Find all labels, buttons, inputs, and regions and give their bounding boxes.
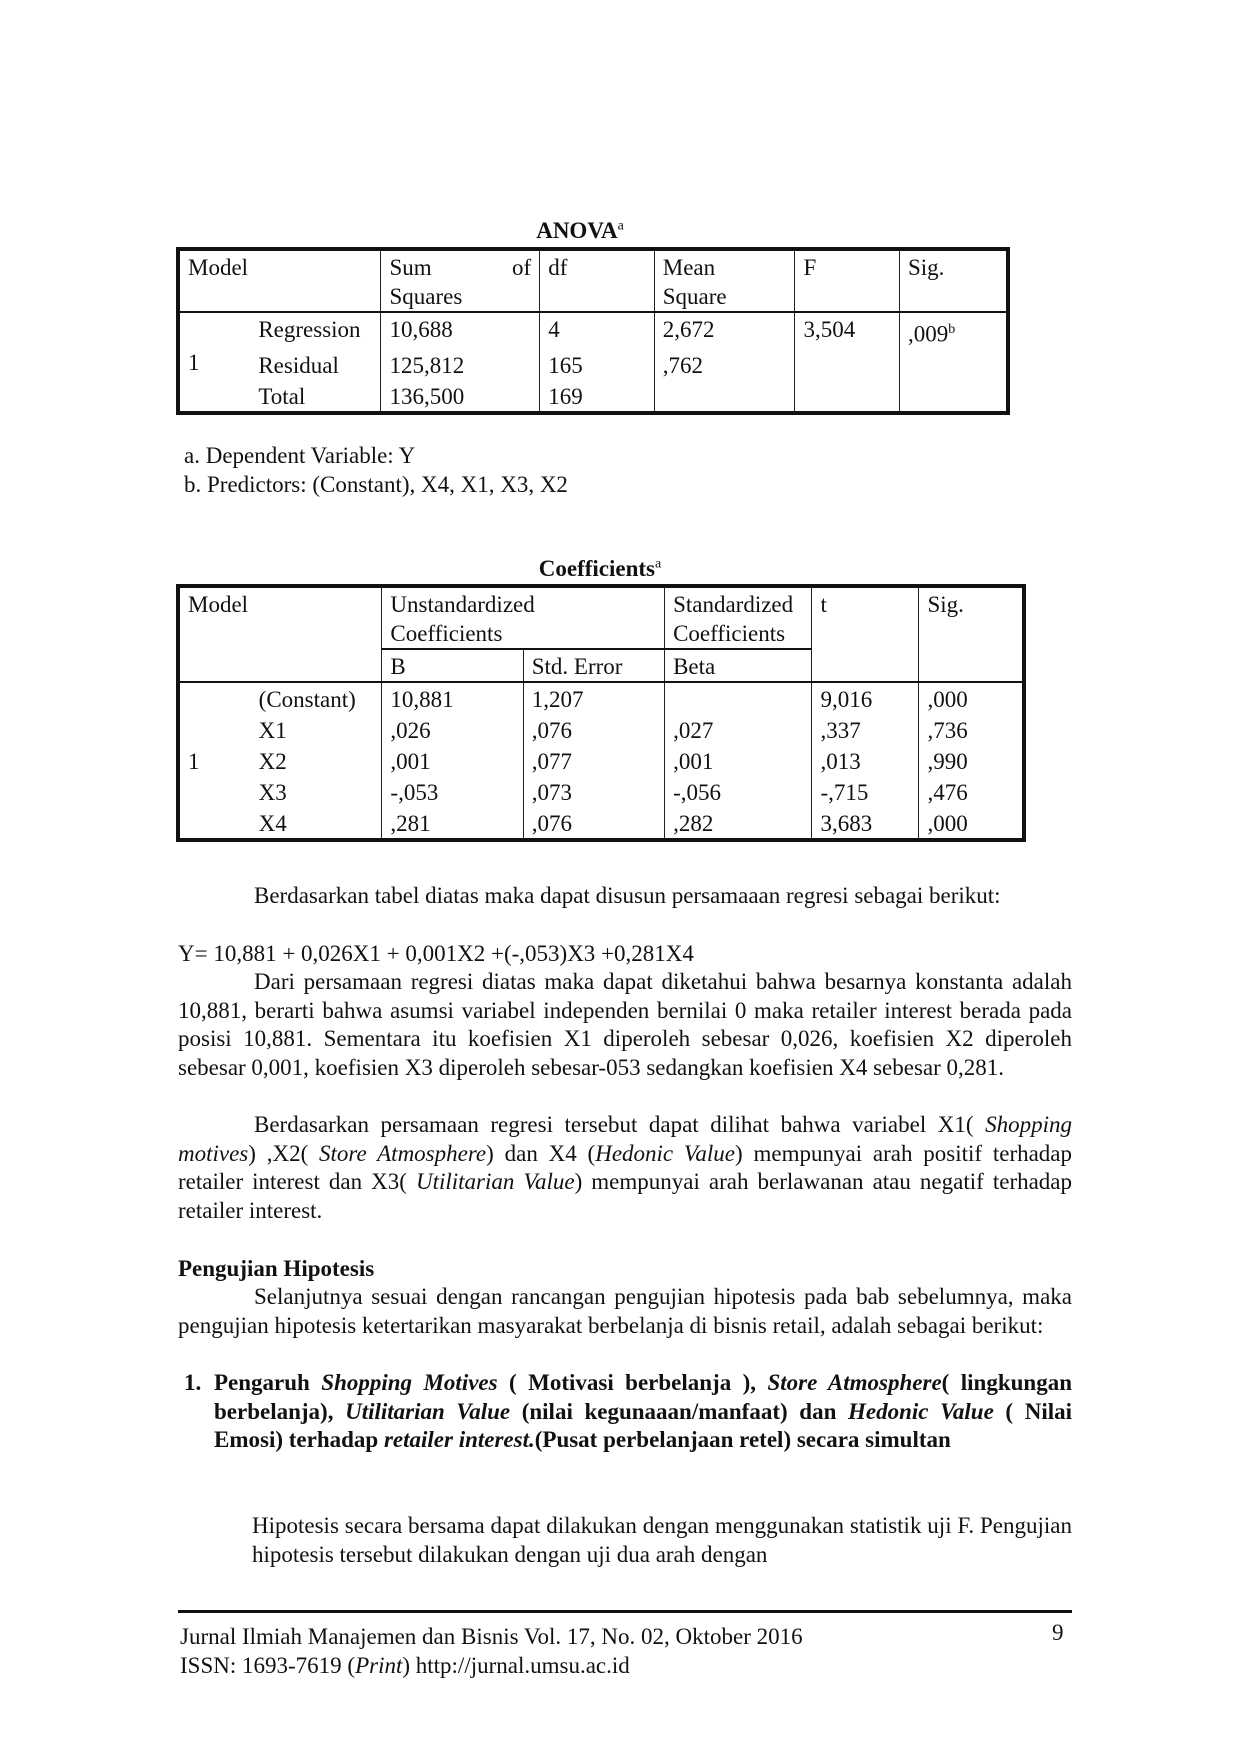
- anova-df: 165: [540, 349, 655, 380]
- anova-f: 3,504: [795, 312, 900, 349]
- coef-row-label: X2: [251, 745, 382, 776]
- coef-header-std-error: Std. Error: [523, 649, 664, 682]
- table-row: [178, 349, 1008, 380]
- anova-header-f: F: [795, 249, 900, 312]
- table-row: [178, 714, 1024, 745]
- coef-beta: ,282: [665, 807, 812, 840]
- coef-header-model: Model: [178, 586, 382, 682]
- footer-issn: ISSN: 1693-7619 (Print) http://jurnal.umsu.ac.id: [180, 1653, 630, 1678]
- coef-sig: ,000: [919, 682, 1024, 714]
- anova-note-a: a. Dependent Variable: Y: [184, 443, 416, 468]
- coef-header-sig: Sig.: [919, 586, 1024, 682]
- coef-beta: ,027: [665, 714, 812, 745]
- table-row: [178, 380, 1008, 413]
- paragraph-hypothesis: Selanjutnya sesuai dengan rancangan pengujian hipotesis pada bab sebelumnya, maka pengujian hipotesis ketertarikan masyarakat berbelanja di bisnis retail, adalah sebagai berikut:: [178, 1284, 1072, 1338]
- coef-b: ,281: [382, 807, 523, 840]
- anova-ms: 2,672: [654, 312, 795, 349]
- table-row: [178, 682, 1024, 714]
- coef-sig: ,990: [919, 745, 1024, 776]
- coef-t: -,715: [812, 776, 919, 807]
- coef-header-b: B: [382, 649, 523, 682]
- coef-header-t: t: [812, 586, 919, 682]
- coef-beta: ,001: [665, 745, 812, 776]
- paragraph-direction: Berdasarkan persamaan regresi tersebut dapat dilihat bahwa variabel X1( Shopping motives) ,X2( Store Atmosphere) dan X4 (Hedonic Value) mempunyai arah positif terhadap retailer interest dan X3( Utilitarian Value) mempunyai arah berlawanan atau negatif terhadap retailer interest.: [178, 1112, 1073, 1223]
- coef-header-standardized: Standardized Coefficients: [665, 586, 812, 649]
- coef-t: ,337: [812, 714, 919, 745]
- anova-ms: [654, 380, 795, 413]
- anova-ss: 136,500: [381, 380, 540, 413]
- anova-sig: [899, 349, 1008, 380]
- coef-row-label: X1: [251, 714, 382, 745]
- coef-row-label: (Constant): [251, 682, 382, 714]
- coef-t: 3,683: [812, 807, 919, 840]
- paragraph-constant: Dari persamaan regresi diatas maka dapat diketahui bahwa besarnya konstanta adalah 10,881, berarti bahwa asumsi variabel independen bernilai 0 maka retailer interest berada pada posisi 10,881. Sementara itu koefisien X1 diperoleh sebesar 0,026, koefisien X2 diperoleh sebesar 0,001, koefisien X3 diperoleh sebesar-053 sedangkan koefisien X4 sebesar 0,281.: [178, 969, 1072, 1080]
- anova-table: [176, 247, 1010, 415]
- anova-header-mean-square: Mean Square: [654, 249, 795, 312]
- coef-header-unstandardized: Unstandardized Coefficients: [382, 586, 665, 649]
- anova-ms: ,762: [654, 349, 795, 380]
- coef-t: 9,016: [812, 682, 919, 714]
- coef-row-label: X4: [251, 807, 382, 840]
- coef-b: 10,881: [382, 682, 523, 714]
- anova-header-model: Model: [178, 249, 381, 312]
- anova-sig: ,009$^b$: [899, 312, 1008, 349]
- coef-row-label: X3: [251, 776, 382, 807]
- anova-df: 4: [540, 312, 655, 349]
- anova-model-number: 1: [178, 312, 250, 413]
- coef-sig: ,736: [919, 714, 1024, 745]
- coef-se: 1,207: [523, 682, 664, 714]
- footer-journal: Jurnal Ilmiah Manajemen dan Bisnis Vol. 17, No. 02, Oktober 2016: [180, 1624, 803, 1649]
- coef-beta: -,056: [665, 776, 812, 807]
- anova-header-sum-of-squares: Sum of Squares: [381, 249, 540, 312]
- coef-b: ,001: [382, 745, 523, 776]
- table-row: [178, 776, 1024, 807]
- paragraph-f-test: Hipotesis secara bersama dapat dilakukan dengan menggunakan statistik uji F. Pengujian hipotesis tersebut dilakukan dengan uji dua arah dengan: [252, 1513, 1072, 1567]
- coef-sig: ,476: [919, 776, 1024, 807]
- anova-f: [795, 349, 900, 380]
- anova-header-df: df: [540, 249, 655, 312]
- coef-b: ,026: [382, 714, 523, 745]
- anova-sig: [899, 380, 1008, 413]
- anova-df: 169: [540, 380, 655, 413]
- page-number: 9: [1052, 1620, 1064, 1645]
- anova-header-sig: Sig.: [899, 249, 1008, 312]
- coef-b: -,053: [382, 776, 523, 807]
- list-item: 1. Pengaruh Shopping Motives ( Motivasi berbelanja ), Store Atmosphere( lingkungan berbelanja), Utilitarian Value (nilai kegunaaan/manfaat) dan Hedonic Value ( Nilai Emosi) terhadap retailer interest.(Pusat perbelanjaan retel) secara simultan: [184, 1370, 1072, 1452]
- footer-rule: [178, 1610, 1072, 1613]
- coef-t: ,013: [812, 745, 919, 776]
- list-number: 1.: [184, 1370, 202, 1395]
- coefficients-table: [176, 584, 1026, 842]
- coef-se: ,076: [523, 807, 664, 840]
- coef-header-beta: Beta: [665, 649, 812, 682]
- anova-row-label: Regression: [250, 312, 381, 349]
- anova-ss: 10,688: [381, 312, 540, 349]
- table-row: [178, 312, 1008, 349]
- anova-ss: 125,812: [381, 349, 540, 380]
- table-row: [178, 745, 1024, 776]
- coef-sig: ,000: [919, 807, 1024, 840]
- paragraph-intro: Berdasarkan tabel diatas maka dapat disusun persamaaan regresi sebagai berikut:: [254, 883, 1001, 908]
- anova-title: ANOVA$^a$: [536, 218, 624, 243]
- anova-note-b: b. Predictors: (Constant), X4, X1, X3, X2: [184, 472, 568, 497]
- coef-se: ,073: [523, 776, 664, 807]
- section-heading: Pengujian Hipotesis: [178, 1256, 375, 1281]
- anova-f: [795, 380, 900, 413]
- anova-row-label: Residual: [250, 349, 381, 380]
- table-row: [178, 807, 1024, 840]
- coef-se: ,077: [523, 745, 664, 776]
- regression-equation: Y= 10,881 + 0,026X1 + 0,001X2 +(-,053)X3 +0,281X4: [178, 941, 694, 966]
- coefficients-title: Coefficients$^a$: [538, 556, 662, 581]
- coef-se: ,076: [523, 714, 664, 745]
- coef-beta: [665, 682, 812, 714]
- coef-model-number: 1: [178, 682, 251, 840]
- anova-row-label: Total: [250, 380, 381, 413]
